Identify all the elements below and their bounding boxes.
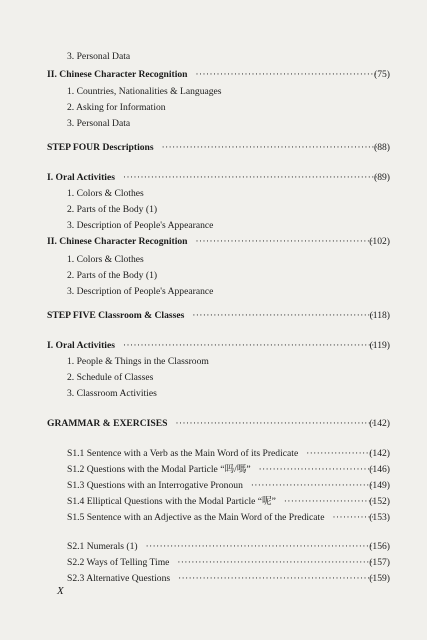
leader-dots: ············	[332, 512, 375, 522]
toc-entry-title: I. Oral Activities	[47, 340, 115, 351]
leader-dots: ·························································	[175, 418, 375, 428]
toc-section-entry	[0, 417, 427, 431]
toc-entry-title: I. Oral Activities	[47, 172, 115, 183]
toc-section-entry	[0, 141, 427, 155]
toc-entry-title: STEP FIVE Classroom & Classes	[47, 310, 185, 321]
toc-page-number: (102)	[369, 236, 390, 247]
toc-subentry	[0, 479, 427, 493]
leader-dots: ·········································································	[122, 172, 379, 182]
toc-page-number: (156)	[369, 541, 390, 552]
toc-entry-title: S1.2 Questions with the Modal Particle “吗/嗎”	[67, 464, 251, 475]
toc-entry-title: S2.2 Ways of Telling Time	[67, 557, 170, 568]
toc-page-number: (149)	[369, 480, 390, 491]
toc-entry-title: S1.3 Questions with an Interrogative Pronoun	[67, 480, 243, 491]
toc-entry-title: 2. Asking for Information	[67, 102, 166, 113]
toc-subentry	[0, 387, 427, 401]
toc-subentry	[0, 556, 427, 570]
toc-page-number: (119)	[369, 340, 390, 351]
leader-dots: ··························	[283, 496, 375, 506]
toc-subentry	[0, 101, 427, 115]
toc-entry-title: 1. Countries, Nationalities & Languages	[67, 86, 222, 97]
leader-dots: ························································	[178, 573, 374, 583]
toc-entry-title: S2.1 Numerals (1)	[67, 541, 138, 552]
toc-section-entry	[0, 339, 427, 353]
toc-subentry	[0, 371, 427, 385]
toc-entry-title: 3. Personal Data	[67, 51, 131, 62]
toc-page-number: (152)	[369, 496, 390, 507]
toc-subentry	[0, 203, 427, 217]
toc-subentry	[0, 50, 427, 64]
toc-subentry	[0, 355, 427, 369]
toc-section-entry	[0, 235, 427, 249]
leader-dots: ························································	[177, 557, 374, 567]
toc-page-number: (88)	[374, 142, 390, 153]
toc-page-number: (146)	[369, 464, 390, 475]
toc-entry-title: S2.3 Alternative Questions	[67, 573, 171, 584]
leader-dots: ···································	[250, 480, 374, 490]
toc-entry-title: GRAMMAR & EXERCISES	[47, 418, 168, 429]
toc-entry-title: 1. Colors & Clothes	[67, 254, 144, 265]
toc-subentry	[0, 117, 427, 131]
toc-section-entry	[0, 309, 427, 323]
toc-subentry	[0, 269, 427, 283]
toc-entry-title: 2. Schedule of Classes	[67, 372, 154, 383]
leader-dots: ···················	[306, 448, 373, 458]
toc-entry-title: II. Chinese Character Recognition	[47, 236, 188, 247]
toc-page-number: (118)	[369, 310, 390, 321]
toc-page-number: (142)	[369, 448, 390, 459]
toc-section-entry	[0, 171, 427, 185]
leader-dots: ·································································	[145, 541, 373, 551]
toc-subentry	[0, 463, 427, 477]
toc-page-number: (89)	[374, 172, 390, 183]
leader-dots: ····················································	[192, 310, 375, 320]
toc-page-number: (153)	[369, 512, 390, 523]
toc-page-number: (142)	[369, 418, 390, 429]
leader-dots: ········································································	[122, 340, 375, 350]
toc-entry-title: 2. Parts of the Body (1)	[67, 270, 158, 281]
toc-subentry	[0, 219, 427, 233]
toc-subentry	[0, 540, 427, 554]
toc-page-number: (159)	[369, 573, 390, 584]
toc-subentry	[0, 511, 427, 525]
toc-subentry	[0, 285, 427, 299]
toc-entry-title: 3. Personal Data	[67, 118, 131, 129]
leader-dots: ····················································	[195, 69, 378, 79]
toc-entry-title: 3. Classroom Activities	[67, 388, 157, 399]
toc-page-number: (157)	[369, 557, 390, 568]
toc-entry-title: II. Chinese Character Recognition	[47, 69, 188, 80]
toc-entry-title: 1. Colors & Clothes	[67, 188, 144, 199]
toc-entry-title: 3. Description of People's Appearance	[67, 220, 214, 231]
toc-section-entry	[0, 68, 427, 82]
toc-subentry	[0, 187, 427, 201]
toc-entry-title: S1.5 Sentence with an Adjective as the Main Word of the Predicate	[67, 512, 325, 523]
toc-entry-title: 3. Description of People's Appearance	[67, 286, 214, 297]
toc-entry-title: S1.4 Elliptical Questions with the Modal Particle “呢”	[67, 496, 276, 507]
toc-entry-title: STEP FOUR Descriptions	[47, 142, 154, 153]
toc-subentry	[0, 447, 427, 461]
toc-page-number: (75)	[374, 69, 390, 80]
toc-subentry	[0, 253, 427, 267]
leader-dots: ···················································	[195, 236, 374, 246]
toc-subentry	[0, 495, 427, 509]
toc-subentry	[0, 85, 427, 99]
toc-subentry	[0, 572, 427, 586]
toc-entry-title: S1.1 Sentence with a Verb as the Main Word of its Predicate	[67, 448, 299, 459]
page-number: X	[57, 585, 64, 597]
toc-entry-title: 1. People & Things in the Classroom	[67, 356, 209, 367]
toc-entry-title: 2. Parts of the Body (1)	[67, 204, 158, 215]
leader-dots: ·································	[258, 464, 374, 474]
leader-dots: ······························································	[161, 142, 379, 152]
